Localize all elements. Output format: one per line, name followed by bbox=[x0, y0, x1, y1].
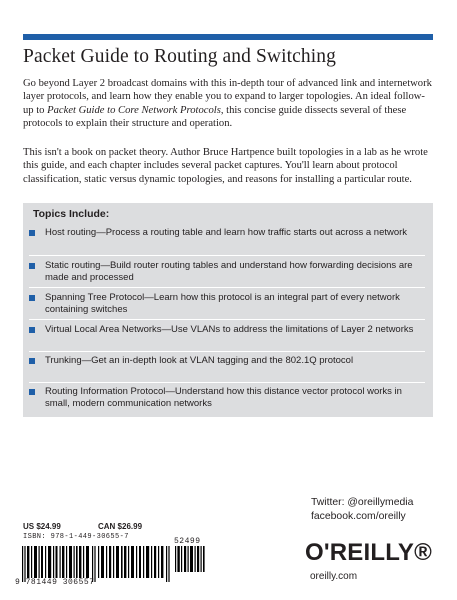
bullet-square-icon bbox=[29, 263, 35, 269]
addon-barcode bbox=[175, 546, 205, 572]
topic-text: Virtual Local Area Networks—Use VLANs to address the limitations of Layer 2 networks bbox=[45, 324, 414, 335]
isbn-barcode bbox=[22, 546, 170, 582]
topic-text: Spanning Tree Protocol—Learn how this protocol is an integral part of every network containing switches bbox=[45, 292, 400, 316]
price-can: CAN $26.99 bbox=[98, 522, 143, 531]
top-accent-bar bbox=[23, 34, 433, 40]
description-paragraph-1 bbox=[23, 77, 435, 130]
topic-divider bbox=[29, 382, 425, 383]
topic-divider bbox=[29, 351, 425, 352]
topics-heading: Topics Include: bbox=[33, 208, 110, 220]
paragraph-1-text-a: Go beyond Layer 2 broadcast domains with this in-depth tour of advanced link and internetwork layer protocols, and learn how they enable you to expand to larger topologies. An ideal follow-up to bbox=[23, 78, 432, 116]
topic-divider bbox=[29, 255, 425, 256]
publisher-logo: O'REILLY® bbox=[305, 539, 432, 566]
bullet-square-icon bbox=[29, 230, 35, 236]
topics-box bbox=[23, 203, 433, 417]
barcode-number: 9 781449 306557 bbox=[15, 578, 95, 587]
publisher-url: oreilly.com bbox=[310, 571, 358, 582]
bullet-square-icon bbox=[29, 295, 35, 301]
topic-text: Trunking—Get an in-depth look at VLAN tagging and the 802.1Q protocol bbox=[45, 355, 354, 366]
isbn-label: ISBN: 978-1-449-30655-7 bbox=[23, 533, 129, 541]
facebook-url: facebook.com/oreilly bbox=[311, 511, 406, 522]
addon-number: 52499 bbox=[174, 537, 201, 546]
topic-text: Host routing—Process a routing table and learn how traffic starts out across a network bbox=[45, 227, 408, 238]
topic-divider bbox=[29, 287, 425, 288]
topic-text: Routing Information Protocol—Understand how this distance vector protocol works in small, modern communication networks bbox=[45, 386, 402, 410]
bullet-square-icon bbox=[29, 389, 35, 395]
bullet-square-icon bbox=[29, 327, 35, 333]
topic-divider bbox=[29, 319, 425, 320]
related-book-title: Packet Guide to Core Network Protocols bbox=[47, 104, 221, 116]
bullet-square-icon bbox=[29, 358, 35, 364]
description-paragraph-2: This isn't a book on packet theory. Author Bruce Hartpence built topologies in a lab as he wrote this guide, and each chapter includes several packet captures. You'll learn about protocol classification, static versus dynamic topologies, and reasons for installing a particular route. bbox=[23, 147, 428, 185]
twitter-handle: Twitter: @oreillymedia bbox=[311, 497, 414, 508]
book-title: Packet Guide to Routing and Switching bbox=[23, 46, 336, 67]
price-us: US $24.99 bbox=[23, 522, 61, 531]
paragraph-1-text-b: , this concise guide dissects several of these protocols to explain their structure and operation. bbox=[23, 104, 407, 129]
topic-text: Static routing—Build router routing tables and understand how forwarding decisions are made and processed bbox=[45, 260, 413, 284]
